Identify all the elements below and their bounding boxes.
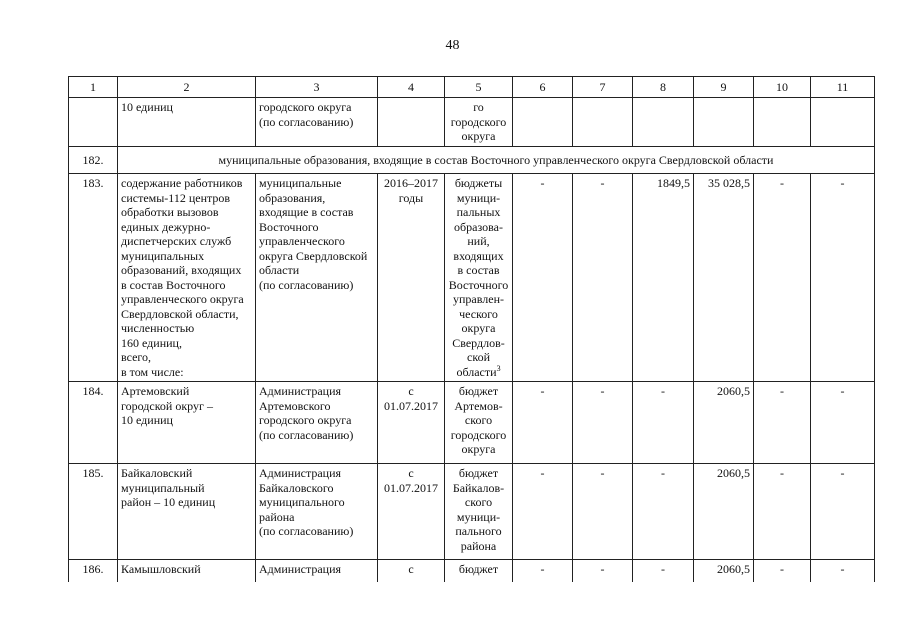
value-cell: - <box>811 464 875 560</box>
header-cell: 2 <box>118 77 256 98</box>
header-cell: 7 <box>573 77 633 98</box>
row-number: 186. <box>69 560 118 583</box>
header-cell: 11 <box>811 77 875 98</box>
value-cell: - <box>754 560 811 583</box>
source-cell <box>445 174 513 382</box>
period-cell: 2016–2017 годы <box>378 174 445 382</box>
task-cell: 10 единиц <box>118 98 256 147</box>
header-cell: 10 <box>754 77 811 98</box>
header-cell: 1 <box>69 77 118 98</box>
value-cell: - <box>633 560 694 583</box>
period-cell: с <box>378 560 445 583</box>
budget-table <box>68 76 875 582</box>
value-cell: 2060,5 <box>694 382 754 464</box>
value-cell: 1849,5 <box>633 174 694 382</box>
value-cell: 35 028,5 <box>694 174 754 382</box>
header-row <box>69 77 875 98</box>
value-cell <box>694 98 754 147</box>
executor-cell: Администрация <box>256 560 378 583</box>
page-number: 48 <box>445 38 460 53</box>
value-cell: - <box>573 560 633 583</box>
source-cell: бюджет Артемов- ского городского округа <box>445 382 513 464</box>
row-number <box>69 98 118 147</box>
executor-cell: Администрация Байкаловского муниципального района (по согласованию) <box>256 464 378 560</box>
row-number: 182. <box>69 147 118 174</box>
value-cell: - <box>573 382 633 464</box>
source-text: бюджеты муници- пальных образова- ний, входящих в состав Восточного управлен- ческого округа Свердлов- ской области <box>448 176 509 379</box>
value-cell: - <box>811 382 875 464</box>
value-cell <box>811 98 875 147</box>
executor-cell: муниципальные образования, входящие в состав Восточного управленческого округа Свердловской области (по согласованию) <box>256 174 378 382</box>
task-cell: Байкаловский муниципальный район – 10 единиц <box>118 464 256 560</box>
header-cell: 5 <box>445 77 513 98</box>
value-cell <box>573 98 633 147</box>
period-cell: с 01.07.2017 <box>378 382 445 464</box>
header-cell: 4 <box>378 77 445 98</box>
value-cell: - <box>754 464 811 560</box>
task-cell: Камышловский <box>118 560 256 583</box>
value-cell: - <box>513 382 573 464</box>
value-cell <box>513 98 573 147</box>
footnote-mark: 3 <box>496 363 501 373</box>
value-cell <box>633 98 694 147</box>
value-cell: - <box>754 174 811 382</box>
value-cell: - <box>811 174 875 382</box>
period-cell <box>378 98 445 147</box>
header-cell: 8 <box>633 77 694 98</box>
value-cell: - <box>811 560 875 583</box>
source-cell: бюджет Байкалов- ского муници- пального района <box>445 464 513 560</box>
value-cell: - <box>513 560 573 583</box>
row-number: 185. <box>69 464 118 560</box>
value-cell: - <box>573 174 633 382</box>
value-cell: - <box>513 174 573 382</box>
task-cell: содержание работников системы-112 центров обработки вызовов единых дежурно- диспетчерских служб муниципальных образований, входящих в состав Восточного управленческого округа Свердловской области, численностью 160 единиц, всего, в том числе: <box>118 174 256 382</box>
source-cell: го городского округа <box>445 98 513 147</box>
value-cell: 2060,5 <box>694 560 754 583</box>
header-cell: 9 <box>694 77 754 98</box>
value-cell: - <box>633 382 694 464</box>
value-cell <box>754 98 811 147</box>
table-row <box>69 98 875 147</box>
task-cell: Артемовский городской округ – 10 единиц <box>118 382 256 464</box>
executor-cell: Администрация Артемовского городского округа (по согласованию) <box>256 382 378 464</box>
value-cell: 2060,5 <box>694 464 754 560</box>
executor-cell: городского округа (по согласованию) <box>256 98 378 147</box>
row-number: 183. <box>69 174 118 382</box>
table-row <box>69 382 875 464</box>
value-cell: - <box>633 464 694 560</box>
table-row <box>69 464 875 560</box>
section-heading: муниципальные образования, входящие в состав Восточного управленческого округа Свердловской области <box>118 147 875 174</box>
table-row <box>69 560 875 583</box>
table-row <box>69 174 875 382</box>
header-cell: 3 <box>256 77 378 98</box>
table-row <box>69 147 875 174</box>
header-cell: 6 <box>513 77 573 98</box>
value-cell: - <box>513 464 573 560</box>
value-cell: - <box>754 382 811 464</box>
value-cell: - <box>573 464 633 560</box>
source-cell: бюджет <box>445 560 513 583</box>
period-cell: с 01.07.2017 <box>378 464 445 560</box>
row-number: 184. <box>69 382 118 464</box>
